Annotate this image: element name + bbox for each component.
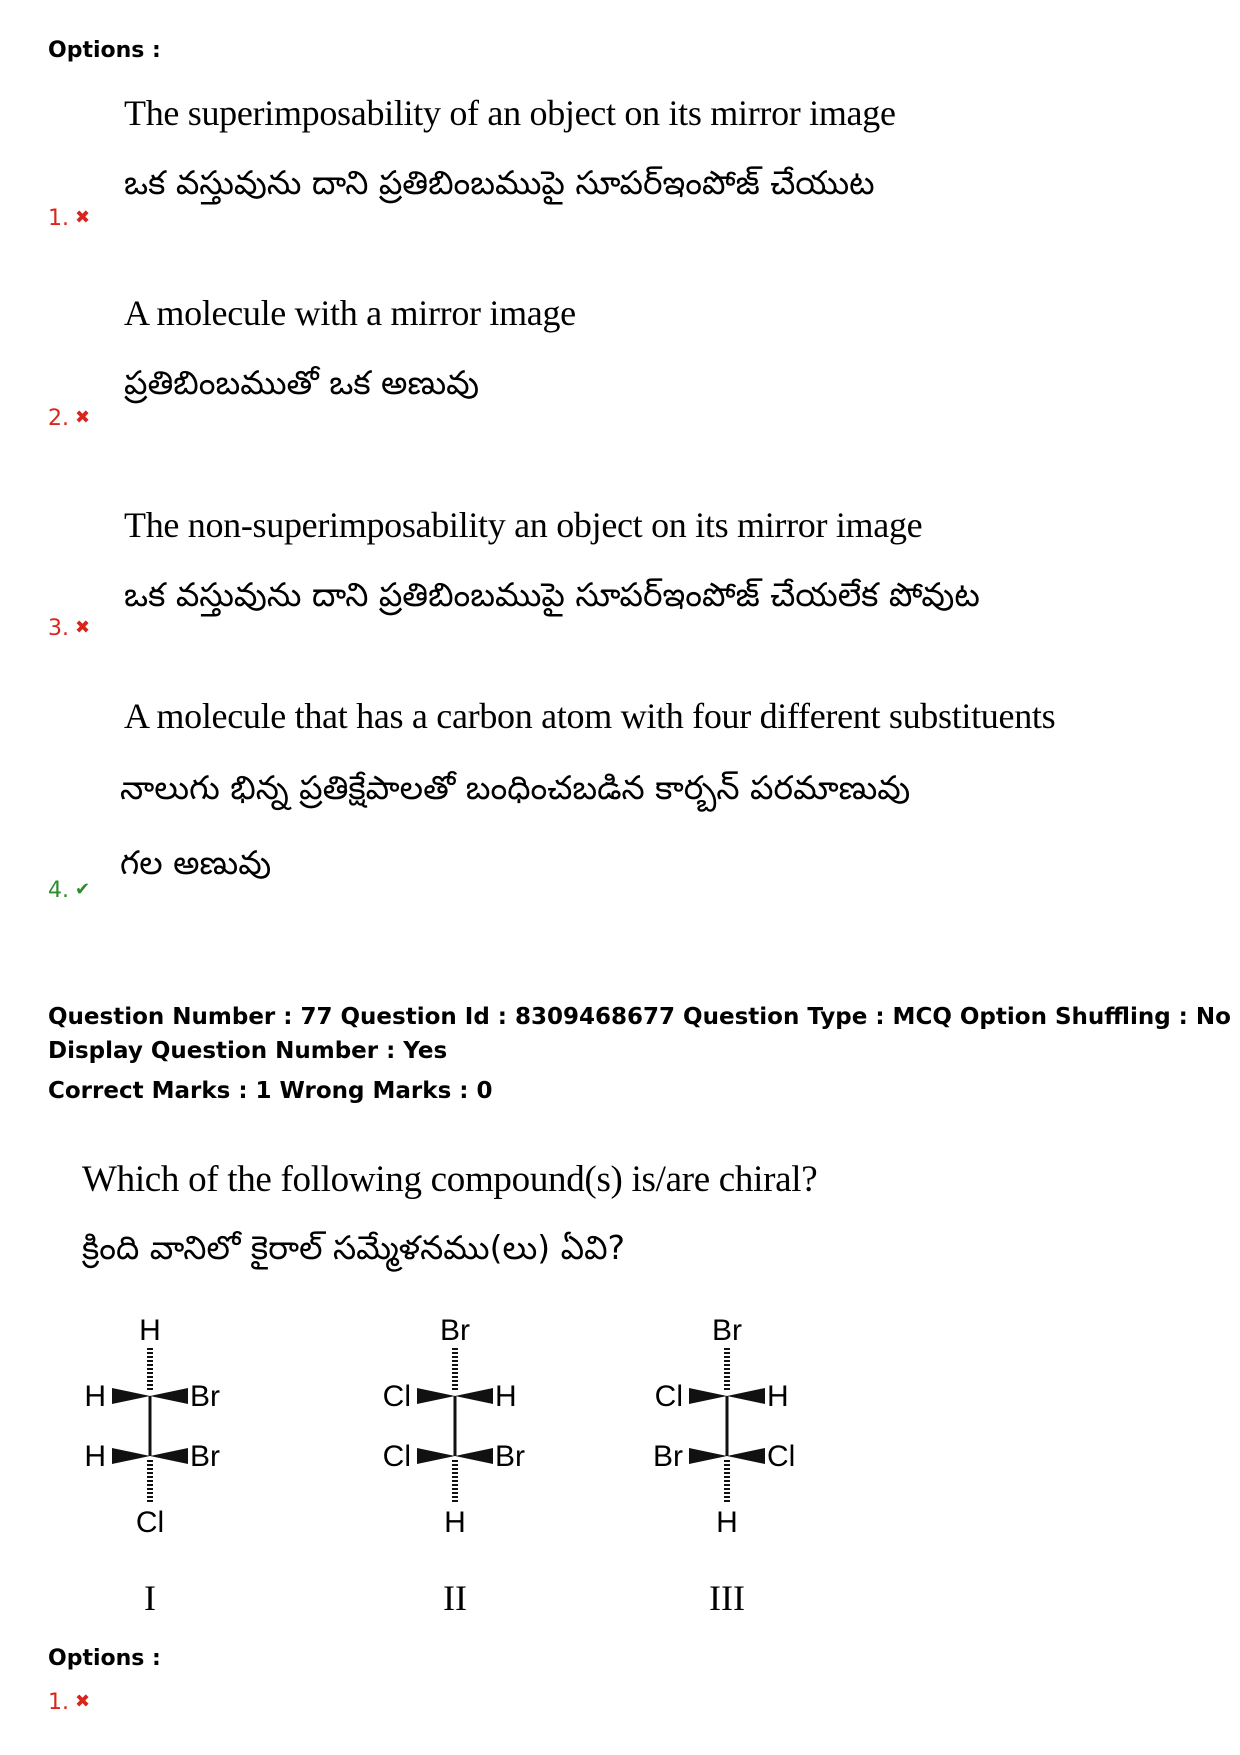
hashed-bond [147, 1348, 153, 1390]
wedge-bond [727, 1388, 765, 1404]
question-english: Which of the following compound(s) is/are chiral? [82, 1159, 818, 1200]
structure-1 [84, 1314, 220, 1618]
chiral-structures-figure [80, 1300, 840, 1620]
question-meta-line3: Correct Marks : 1 Wrong Marks : 0 [48, 1078, 493, 1104]
wrong-mark-icon: ✖ [75, 407, 91, 428]
option-1-telugu: ఒక వస్తువును దాని ప్రతిబింబముపై సూపర్ఇంపోజ్ చేయుట [124, 163, 875, 202]
structure-3-c2-right: Cl [767, 1440, 796, 1473]
option-4-telugu: నాలుగు భిన్న ప్రతిక్షేపాలతో బంధించబడిన కార్బన్ పరమాణువు [120, 768, 911, 807]
wedge-bond [727, 1448, 765, 1464]
option-number-text: 1. [48, 1690, 69, 1715]
option-number-text: 2. [48, 406, 69, 431]
structure-1-label: I [144, 1578, 156, 1618]
wedge-bond [455, 1388, 493, 1404]
options-header-bottom: Options : [48, 1646, 161, 1671]
option-2-english: A molecule with a mirror image [124, 293, 576, 333]
option-3-telugu: ఒక వస్తువును దాని ప్రతిబింబముపై సూపర్ఇంపోజ్ చేయలేక పోవుట [124, 575, 980, 614]
wrong-mark-icon: ✖ [75, 1691, 91, 1712]
wedge-bond [417, 1448, 455, 1464]
structure-3-c2-left: Br [653, 1440, 683, 1473]
structure-1-c1-right: Br [190, 1380, 220, 1413]
wrong-mark-icon: ✖ [75, 617, 91, 638]
wrong-mark-icon: ✖ [75, 207, 91, 228]
question-meta-line2: Display Question Number : Yes [48, 1038, 448, 1064]
structure-2-c2-right: Br [495, 1440, 525, 1473]
question-meta-line1: Question Number : 77 Question Id : 8309468677 Question Type : MCQ Option Shuffling : No [48, 1004, 1231, 1030]
structure-2-label: II [443, 1578, 467, 1618]
structure-1-bottom: Cl [135, 1506, 165, 1539]
option-4-telugu-line2: గల అణువు [120, 843, 272, 882]
structure-1-c1-left: H [84, 1380, 106, 1413]
structure-2-top: Br [440, 1314, 470, 1347]
structure-2-bottom: H [444, 1506, 466, 1539]
structure-2-c2-left: Cl [382, 1440, 411, 1473]
structure-3-label: III [709, 1578, 745, 1618]
hashed-bond [452, 1460, 458, 1502]
structure-3-bottom: H [716, 1506, 738, 1539]
option-1-number [48, 206, 90, 231]
hashed-bond [724, 1348, 730, 1390]
structure-2-c1-right: H [495, 1380, 517, 1413]
wedge-bond [455, 1448, 493, 1464]
hashed-bond [147, 1460, 153, 1502]
question-telugu: క్రింది వానిలో కైరాల్ సమ్మేళనము(లు) ఏవి? [82, 1228, 626, 1267]
wedge-bond [112, 1448, 150, 1464]
option-2-telugu: ప్రతిబింబముతో ఒక అణువు [124, 363, 480, 402]
hashed-bond [452, 1348, 458, 1390]
option-number-text: 1. [48, 206, 69, 231]
structure-3 [653, 1314, 795, 1618]
wedge-bond [150, 1448, 188, 1464]
wedge-bond [112, 1388, 150, 1404]
hashed-bond [724, 1460, 730, 1502]
structure-3-c1-left: Cl [654, 1380, 683, 1413]
option-3-number [48, 616, 90, 641]
option-4-english: A molecule that has a carbon atom with four different substituents [124, 696, 1056, 736]
wedge-bond [689, 1448, 727, 1464]
structure-1-c2-left: H [84, 1440, 106, 1473]
option-1-english: The superimposability of an object on its mirror image [124, 93, 896, 133]
wedge-bond [150, 1388, 188, 1404]
option-2-number [48, 406, 90, 431]
structure-2 [383, 1314, 525, 1618]
structure-1-top: H [139, 1314, 161, 1347]
structure-3-c1-right: H [767, 1380, 789, 1413]
check-mark-icon: ✔ [75, 879, 91, 900]
structure-2-c1-left: Cl [382, 1380, 411, 1413]
option-number-text: 4. [48, 878, 69, 903]
next-option-1-number [48, 1690, 90, 1715]
option-4-number [48, 878, 90, 903]
options-header: Options : [48, 38, 161, 63]
structure-3-top: Br [712, 1314, 742, 1347]
option-number-text: 3. [48, 616, 69, 641]
structure-1-c2-right: Br [190, 1440, 220, 1473]
wedge-bond [689, 1388, 727, 1404]
option-3-english: The non-superimposability an object on its mirror image [124, 505, 923, 545]
wedge-bond [417, 1388, 455, 1404]
